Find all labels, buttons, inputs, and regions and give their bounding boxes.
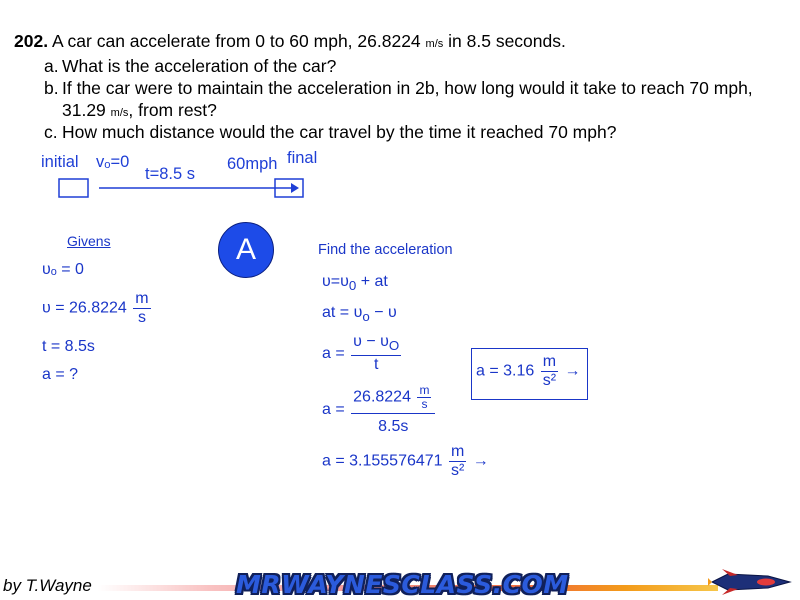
diagram-final-label: final bbox=[287, 149, 318, 167]
diagram-time-label: t=8.5 s bbox=[145, 165, 195, 183]
rocket-icon bbox=[708, 568, 794, 596]
given-v0: υₒ = 0 bbox=[42, 261, 84, 278]
problem-text-end: in 8.5 seconds. bbox=[448, 31, 566, 51]
part-b-cont: 31.29 m/s, from rest? bbox=[62, 100, 217, 120]
motion-diagram bbox=[55, 172, 315, 202]
diagram-initial-label: initial bbox=[41, 153, 79, 171]
solution-title: Find the acceleration bbox=[318, 242, 453, 258]
equation-2: at = $\upsilon_o - \upsilon$ bbox=[322, 304, 397, 325]
problem-statement bbox=[14, 30, 794, 143]
problem-line-main bbox=[14, 30, 794, 55]
diagram-speed-label: 60mph bbox=[227, 155, 278, 173]
problem-text: A car can accelerate from 0 to 60 mph, 26.8224 bbox=[51, 31, 421, 51]
part-c: c. How much distance would the car travel by the time it reached 70 mph? bbox=[44, 122, 617, 142]
diagram-v0-label: vₒ=0 bbox=[96, 153, 130, 171]
given-v: υ = 26.8224 $\frac{m}{s}$ bbox=[42, 290, 149, 326]
equation-3: a = $\frac{\upsilon - \upsilon_O}{t}$ bbox=[322, 333, 400, 374]
arrow-head-icon bbox=[291, 183, 299, 193]
part-a: a. What is the acceleration of the car? bbox=[44, 56, 337, 76]
site-logo: MRWAYNESCLASS.COM bbox=[236, 570, 569, 599]
equation-5: a = 3.155576471 $\frac{m}{\text{s²}}$ → bbox=[322, 443, 489, 479]
initial-car-box bbox=[59, 179, 88, 197]
equation-1: $\upsilon=\upsilon_0$ + at bbox=[322, 273, 388, 294]
problem-number: 202. bbox=[14, 31, 49, 51]
given-t: t = 8.5s bbox=[42, 338, 95, 355]
equation-4: a = 26.8224 $\frac{m}{s}$ 8.5s bbox=[322, 384, 437, 436]
givens-title: Givens bbox=[67, 233, 111, 249]
author-credit: by T.Wayne bbox=[3, 576, 92, 595]
problem-unit: m/s bbox=[425, 38, 444, 50]
section-badge: A bbox=[218, 222, 274, 278]
answer: a = 3.16 $\frac{m}{\text{s²}}$ → bbox=[476, 353, 581, 389]
given-a: a = ? bbox=[42, 366, 79, 383]
part-b: b. If the car were to maintain the acceleration in 2b, how long would it take to reach 70 mph, bbox=[44, 78, 753, 98]
